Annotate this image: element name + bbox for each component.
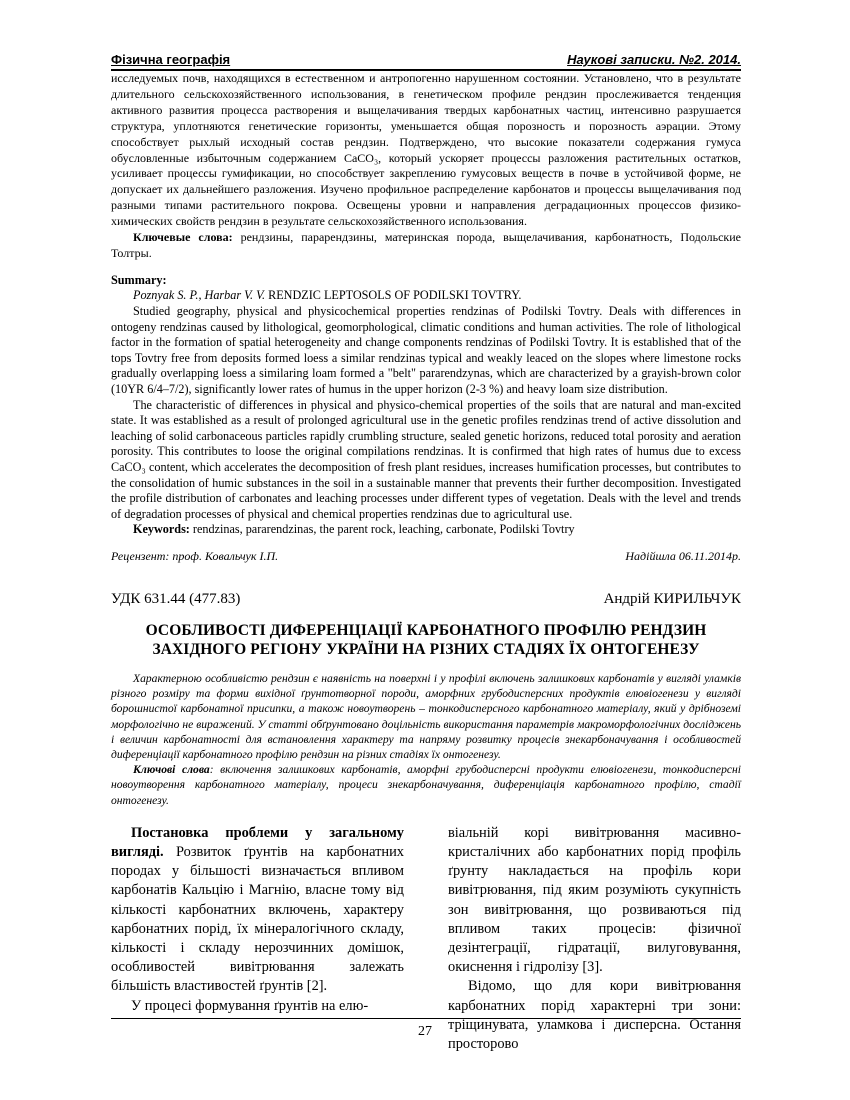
header-section: Фізична географія — [111, 52, 231, 67]
abstract-text: Характерною особливістю рендзин є наявність на поверхні і у профілі включень залишкових карбонатів у вигляді уламків різного розміру та форми вихідної ґрунтотворної породи, аморфних грубодисперсних продуктів елювіогенези у вигляді борошнистої карбонатної присипки, а також новоутворень – тонкодисперсного карбонатного матеріалу, який у дрібноземі морфологічно не виражений. У статті обґрунтовано доцільність використання параметрів макроморфологічних досліджень і величин карбонатності для встановлення характеру та напряму розвитку процесів знекарбоначування і особливостей диференціації карбонатного профілю рендзин на різних стадіях їх онтогенезу. — [111, 671, 741, 761]
summary-label — [111, 273, 741, 289]
col2-paragraph-1: віальній корі вивітрювання масивно-кристалічних або карбонатних порід профіль ґрунту накладається на профіль кори вивітрювання, під яким розуміють сукупність зон вивітрювання, що розвиваються під впливом таких процесів: фізичної дезінтеграції, гідратації, вилуговування, окиснення і гідролізу [3]. — [448, 824, 741, 976]
running-header — [111, 52, 741, 71]
ru-abstract-text: исследуемых почв, находящихся в естественном и антропогенно нарушенном состоянии. Установлено, что в результате длительного сельскохозяйственного использования, в генетическом профиле рендзин прослеживается тенденция активного развития процесса растворения и выщелачивания твердых карбонатных частиц, интенсивно разрушается структура, уплотняются генетические горизонты, уменьшается общая порозность и порозность аэрации. Этому способствует рыхлый исходный состав рендзин. Подтверждено, что высокие показатели содержания гумуса обусловленные избыточным содержанием CaCO₃, который ускоряет процессы разложения растительных остатков, усиливает процессы гумификации, но способствует закреплению гумусовых веществ в почве в устойчивой форме, не допускает их дальнейшего разложения. Изучено профильное распределение карбонатов и процессы выщелачивания под разными типами растительного покрова. Освещены уровни и направления деградационных процессов физико-химических свойств рендзин в результате сельскохозяйственного использования. — [111, 71, 741, 229]
summary-title: RENDZIC LEPTOSOLS OF PODILSKI TOVTRY. — [265, 288, 522, 303]
summary-keywords-label: Keywords: — [133, 522, 190, 537]
summary-heading: Summary: — [111, 272, 167, 287]
page-content — [111, 52, 741, 1054]
article-keywords-text: : включення залишкових карбонатів, аморфні грубодисперсні продукти елювіогенези, тонкодисперсні новоутворення карбонатного матеріалу, процеси знекарбоначування, диференціація карбонатного профілю, стадії онтогенезу. — [111, 763, 741, 807]
summary-para-1: Studied geography, physical and physicochemical properties rendzinas of Podilski Tovtry. Deals with differences in ontogeny rendzinas caused by lithological, geomorphological, climatic conditions and human activities. The role of lithological factor in the formation of spatial heterogeneity and change components rendzinas of Podilski Tovtry. It is established that of the tops Tovtry free from deposits formed loess a similar rendzinas typical and weakly leaced on the slopes where limestone rocks gradually overlapping loess a similaring loam formed a "belt" pararendzynas, which are characterized by a grayish-brown color (10YR 6/4–7/2), significantly lower rates of humus in the upper horizon (2-3 %) and heavy loam size distribution. — [111, 304, 741, 397]
ru-keywords — [111, 230, 741, 262]
summary-para-2: The characteristic of differences in physical and physico-chemical properties of the soils that are natural and man-excited state. It was established as a result of prolonged agricultural use in the genetic profiles rendzinas trend of active dissolution and leaching of solid carbonaceous particles rapidly crumbling structure, sealed genetic horizons, reduced total porosity and aeration porosity. This contributes to loose the original compilations rendzinas. It is confirmed that high rates of humus due to excess CaCO₃ content, which accelerates the decomposition of fresh plant residues, increases humification processes, but contributes to the consolidation of humic substances in the soil in a sustainable manner that prevents their further decomposition. Investigated the profile distribution of carbonates and leaching processes under different types of vegetation. Deals with the level and trends of degradation processes of physical and chemical properties rendzinas due to agricultural use. — [111, 397, 741, 521]
reviewer: Рецензент: проф. Ковальчук І.П. — [111, 548, 279, 563]
russian-abstract — [111, 71, 741, 262]
article-author: Андрій КИРИЛЬЧУК — [603, 590, 741, 607]
col1-text-1: Розвиток ґрунтів на карбонатних породах у більшості визначається впливом карбонатів Кальцію і Магнію, власне тому від кількості карбонатних включень, характеру карбонатних порід, їх мінералогічного складу, кількості і складу нерозчинних домішок, особливостей вивітрювання залежать більшість властивостей ґрунтів [2]. — [111, 844, 404, 995]
footer-rule — [111, 1018, 741, 1019]
column-right — [448, 824, 741, 1054]
received-date: Надійшла 06.11.2014р. — [625, 548, 741, 563]
article-keywords-label: Ключові слова — [133, 763, 210, 777]
english-summary — [111, 273, 741, 538]
article-keywords — [111, 762, 741, 808]
col1-paragraph-2: У процесі формування ґрунтів на елю- — [131, 997, 369, 1014]
title-line-2: ЗАХІДНОГО РЕГІОНУ УКРАЇНИ НА РІЗНИХ СТАДІЯХ ЇХ ОНТОГЕНЕЗУ — [152, 640, 700, 658]
summary-authors: Poznyak S. P., Harbar V. V. — [133, 288, 266, 303]
column-left — [111, 824, 404, 1054]
body-columns — [111, 824, 741, 1054]
udk-code: УДК 631.44 (477.83) — [111, 590, 241, 607]
article-abstract — [111, 671, 741, 808]
col1-paragraph-1 — [111, 824, 404, 997]
ru-keywords-label: Ключевые слова: — [133, 230, 233, 245]
header-journal: Наукові записки. №2. 2014. — [567, 52, 741, 67]
summary-citation — [111, 288, 741, 304]
article-title — [111, 621, 741, 659]
review-line — [111, 549, 741, 564]
title-line-1: ОСОБЛИВОСТІ ДИФЕРЕНЦІАЦІЇ КАРБОНАТНОГО ПРОФІЛЮ РЕНДЗИН — [145, 621, 707, 639]
section-heading: Постановка проблеми у загальному вигляді. — [111, 824, 404, 860]
ru-keywords-text: рендзины, парарендзины, материнская порода, выщелачивания, карбонатность, Подольские Толтры. — [111, 230, 741, 260]
summary-keywords — [111, 522, 741, 538]
page-number: 27 — [418, 1024, 432, 1039]
article-meta — [111, 591, 741, 608]
col2-paragraph-2: Відомо, що для кори вивітрювання карбонатних порід характерні три зони: тріщинувата, уламкова і дисперсна. Остання просторово — [448, 978, 741, 1053]
summary-keywords-text: rendzinas, pararendzinas, the parent rock, leaching, carbonate, Podilski Tovtry — [189, 522, 575, 537]
